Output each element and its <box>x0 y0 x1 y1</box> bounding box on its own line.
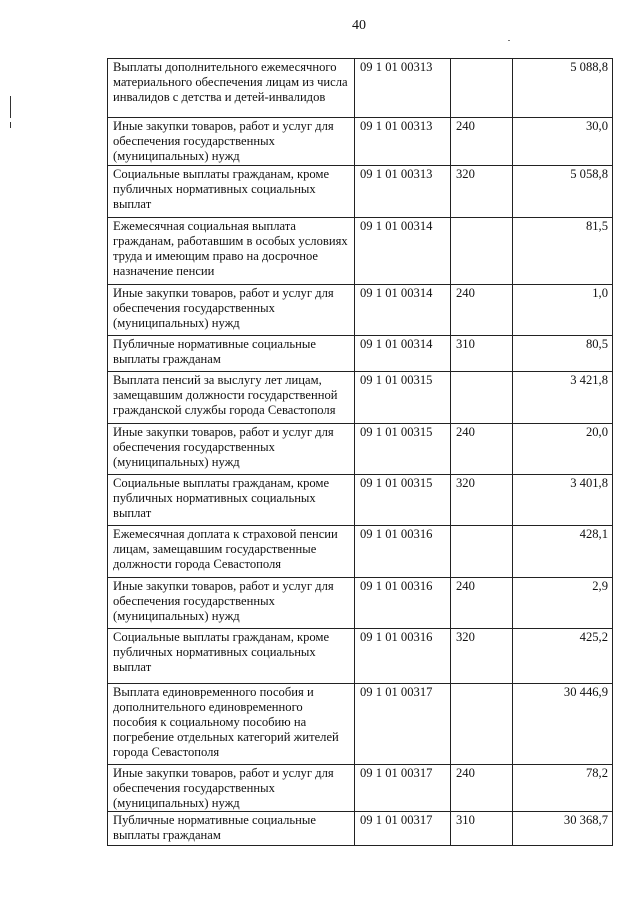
row-amount-cell: 20,0 <box>513 423 613 474</box>
row-type-cell: 240 <box>451 284 513 335</box>
row-type-cell: 310 <box>451 335 513 371</box>
row-name-cell: Выплата единовременного пособия и дополнительного единовременного пособия к социальному пособию на погребение отдельных категорий жителей города Севастополя <box>108 683 355 764</box>
row-amount-cell: 3 401,8 <box>513 474 613 525</box>
row-name-cell: Иные закупки товаров, работ и услуг для обеспечения государственных (муниципальных) нужд <box>108 577 355 628</box>
table-row <box>108 628 613 683</box>
row-type-cell: 310 <box>451 812 513 846</box>
margin-mark <box>10 122 11 128</box>
row-amount-cell: 2,9 <box>513 577 613 628</box>
row-code-cell: 09 1 01 00313 <box>355 118 451 166</box>
row-amount-cell: 78,2 <box>513 764 613 812</box>
row-type-cell <box>451 59 513 118</box>
margin-mark <box>10 96 11 118</box>
row-name-cell: Социальные выплаты гражданам, кроме публичных нормативных социальных выплат <box>108 628 355 683</box>
row-code-cell: 09 1 01 00314 <box>355 284 451 335</box>
table-row <box>108 165 613 217</box>
table-row <box>108 812 613 846</box>
row-code-cell: 09 1 01 00315 <box>355 423 451 474</box>
page-number: 40 <box>352 18 366 33</box>
budget-table-body <box>108 59 613 846</box>
table-row <box>108 683 613 764</box>
table-row <box>108 335 613 371</box>
row-amount-cell: 5 088,8 <box>513 59 613 118</box>
table-row <box>108 284 613 335</box>
row-amount-cell: 30 446,9 <box>513 683 613 764</box>
row-code-cell: 09 1 01 00315 <box>355 474 451 525</box>
row-name-cell: Иные закупки товаров, работ и услуг для обеспечения государственных (муниципальных) нужд <box>108 764 355 812</box>
row-name-cell: Социальные выплаты гражданам, кроме публичных нормативных социальных выплат <box>108 474 355 525</box>
budget-table <box>107 58 613 846</box>
row-type-cell: 240 <box>451 577 513 628</box>
row-code-cell: 09 1 01 00313 <box>355 59 451 118</box>
row-amount-cell: 5 058,8 <box>513 165 613 217</box>
row-code-cell: 09 1 01 00314 <box>355 335 451 371</box>
scan-dot <box>508 40 510 41</box>
row-amount-cell: 425,2 <box>513 628 613 683</box>
row-code-cell: 09 1 01 00317 <box>355 764 451 812</box>
row-type-cell <box>451 525 513 577</box>
row-amount-cell: 81,5 <box>513 217 613 284</box>
row-type-cell: 320 <box>451 628 513 683</box>
row-code-cell: 09 1 01 00316 <box>355 525 451 577</box>
row-type-cell: 240 <box>451 764 513 812</box>
row-amount-cell: 3 421,8 <box>513 371 613 423</box>
row-amount-cell: 80,5 <box>513 335 613 371</box>
row-type-cell <box>451 683 513 764</box>
row-code-cell: 09 1 01 00317 <box>355 683 451 764</box>
row-code-cell: 09 1 01 00317 <box>355 812 451 846</box>
row-name-cell: Ежемесячная доплата к страховой пенсии лицам, замещавшим государственные должности города Севастополя <box>108 525 355 577</box>
table-row <box>108 525 613 577</box>
row-type-cell <box>451 371 513 423</box>
row-code-cell: 09 1 01 00316 <box>355 577 451 628</box>
table-row <box>108 577 613 628</box>
row-name-cell: Иные закупки товаров, работ и услуг для обеспечения государственных (муниципальных) нужд <box>108 118 355 166</box>
row-amount-cell: 30 368,7 <box>513 812 613 846</box>
table-row <box>108 118 613 166</box>
table-row <box>108 764 613 812</box>
row-code-cell: 09 1 01 00315 <box>355 371 451 423</box>
row-type-cell: 320 <box>451 474 513 525</box>
table-row <box>108 423 613 474</box>
row-code-cell: 09 1 01 00316 <box>355 628 451 683</box>
table-row <box>108 474 613 525</box>
row-amount-cell: 1,0 <box>513 284 613 335</box>
row-amount-cell: 30,0 <box>513 118 613 166</box>
row-name-cell: Выплаты дополнительного ежемесячного материального обеспечения лицам из числа инвалидов с детства и детей-инвалидов <box>108 59 355 118</box>
row-code-cell: 09 1 01 00314 <box>355 217 451 284</box>
row-name-cell: Публичные нормативные социальные выплаты гражданам <box>108 812 355 846</box>
row-type-cell <box>451 217 513 284</box>
row-name-cell: Публичные нормативные социальные выплаты гражданам <box>108 335 355 371</box>
row-type-cell: 240 <box>451 423 513 474</box>
table-row <box>108 217 613 284</box>
row-name-cell: Выплата пенсий за выслугу лет лицам, замещавшим должности государственной гражданской службы города Севастополя <box>108 371 355 423</box>
row-type-cell: 320 <box>451 165 513 217</box>
table-row <box>108 59 613 118</box>
table-row <box>108 371 613 423</box>
row-code-cell: 09 1 01 00313 <box>355 165 451 217</box>
row-type-cell: 240 <box>451 118 513 166</box>
row-name-cell: Иные закупки товаров, работ и услуг для обеспечения государственных (муниципальных) нужд <box>108 423 355 474</box>
row-name-cell: Ежемесячная социальная выплата гражданам, работавшим в особых условиях труда и имеющим право на досрочное назначение пенсии <box>108 217 355 284</box>
row-amount-cell: 428,1 <box>513 525 613 577</box>
row-name-cell: Социальные выплаты гражданам, кроме публичных нормативных социальных выплат <box>108 165 355 217</box>
row-name-cell: Иные закупки товаров, работ и услуг для обеспечения государственных (муниципальных) нужд <box>108 284 355 335</box>
